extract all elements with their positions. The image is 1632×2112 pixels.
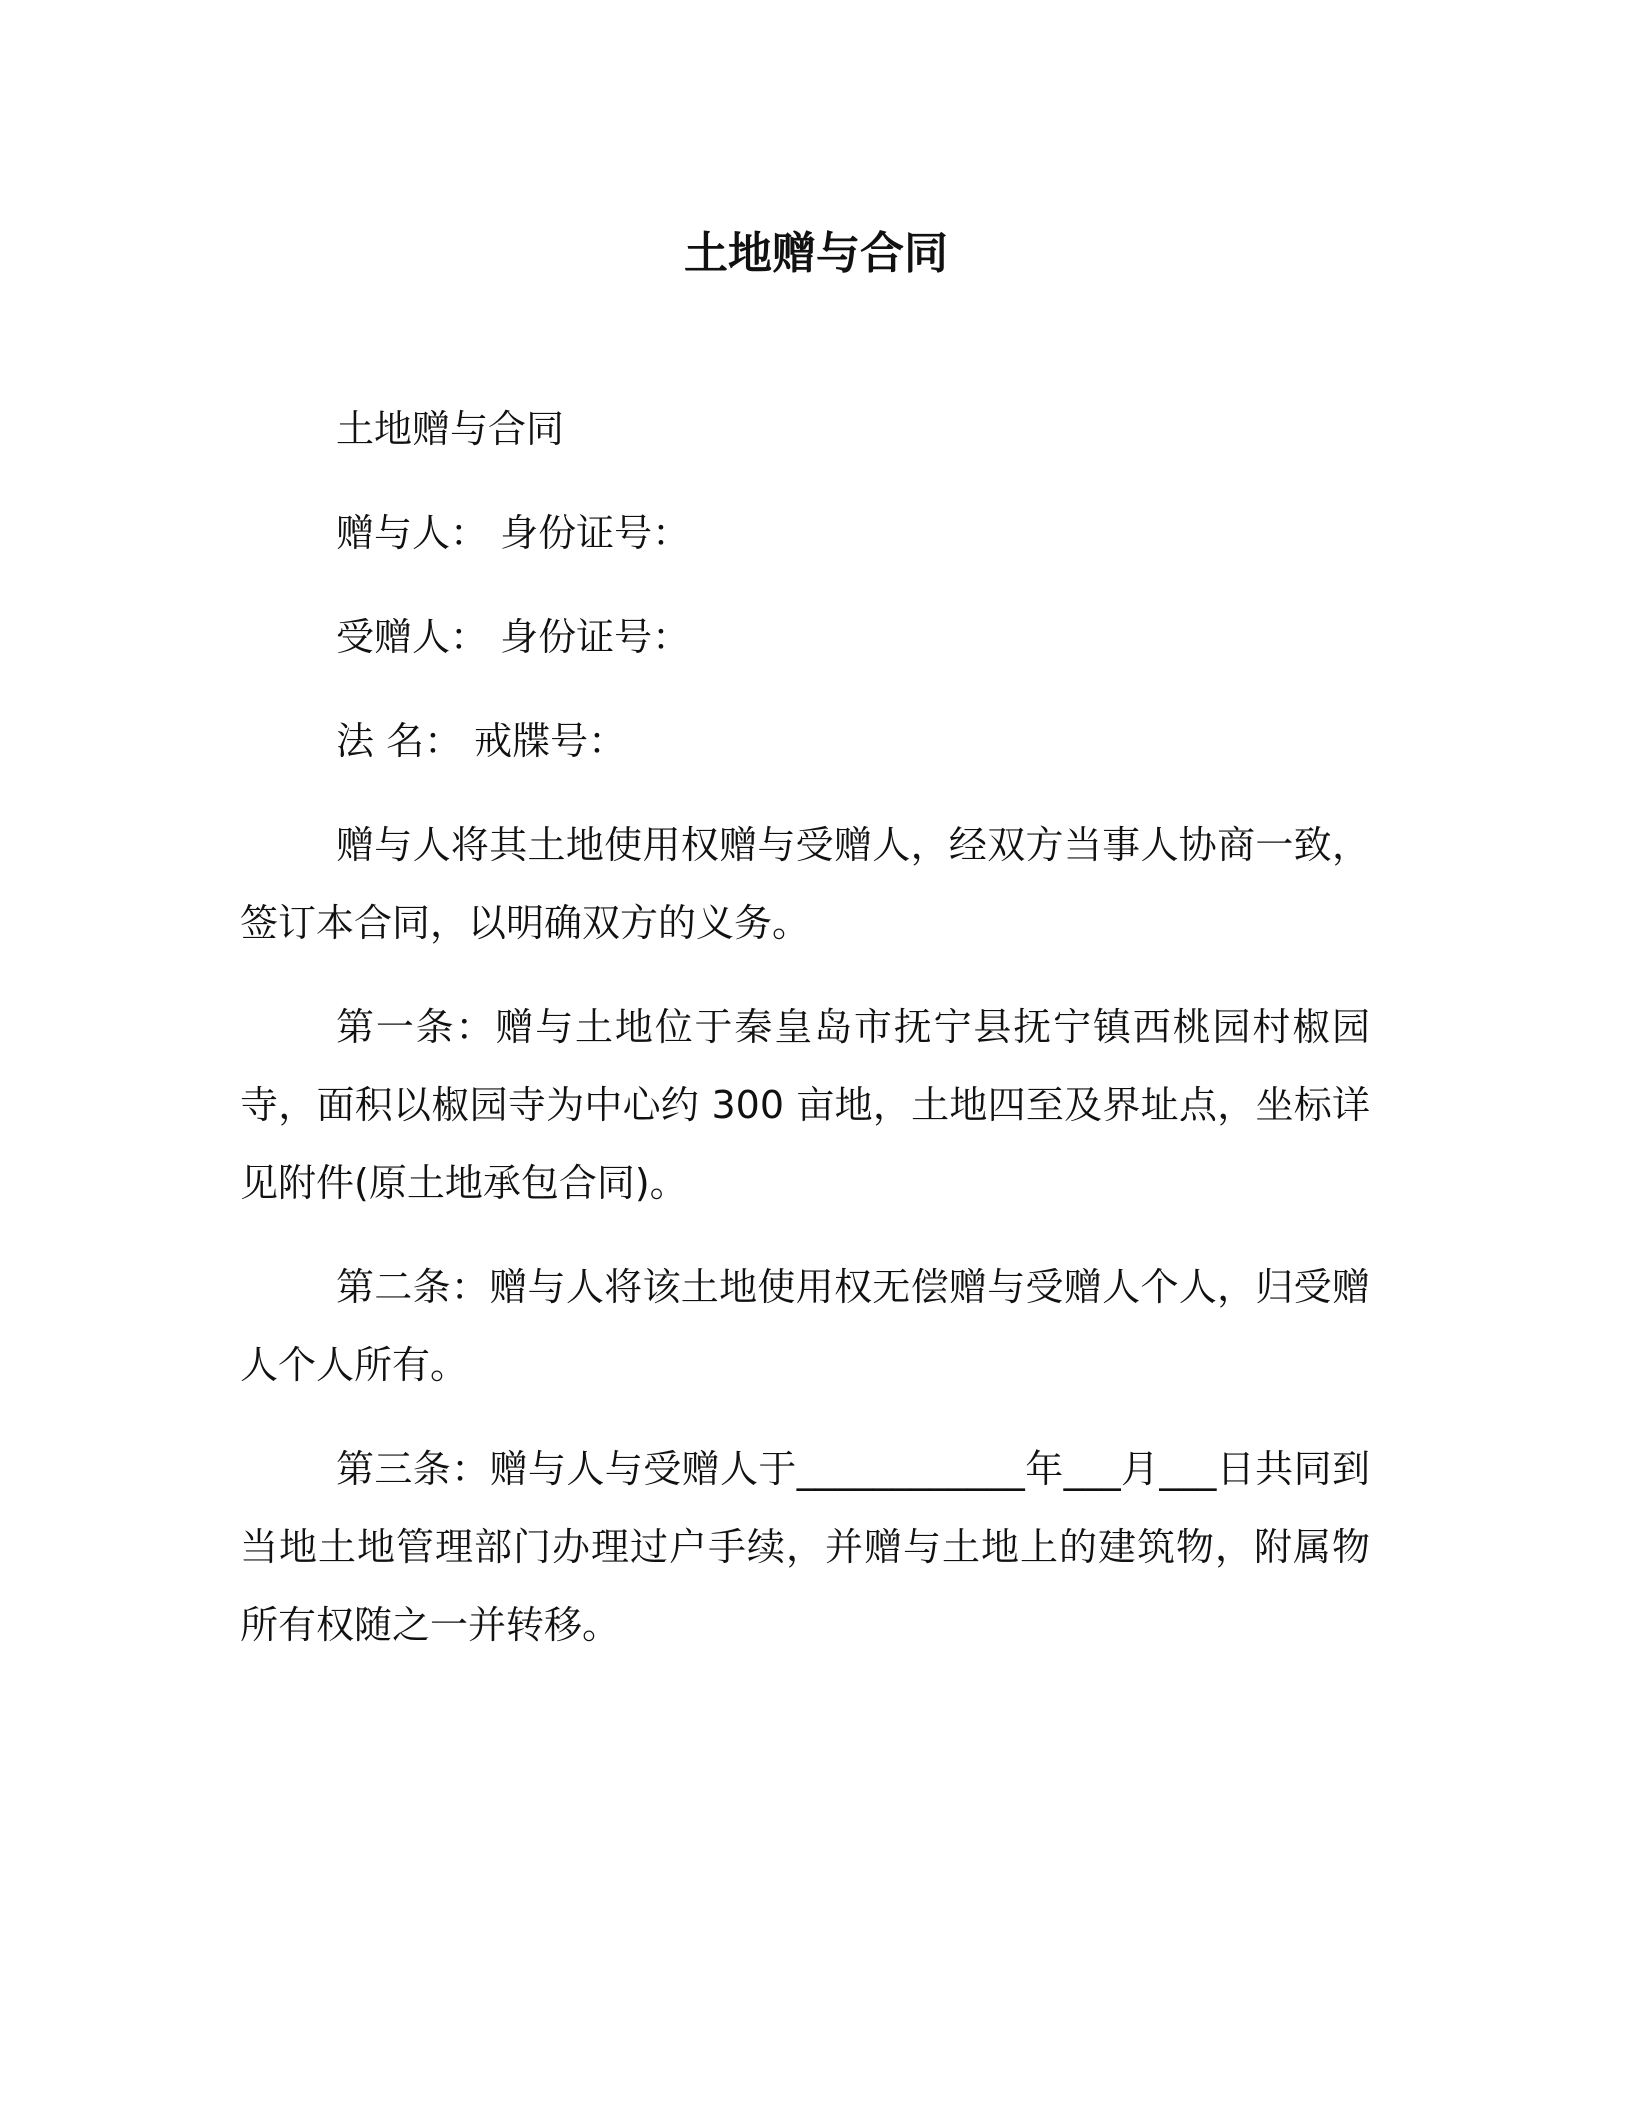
- recipient-line: 受赠人： 身份证号：: [336, 615, 691, 659]
- article-2: 第二条：赠与人将该土地使用权无偿赠与受赠人个人，归受赠人个人所有。: [240, 1265, 1370, 1387]
- donor-line: 赠与人： 身份证号：: [336, 511, 691, 555]
- dharma-line: 法 名： 戒牒号：: [336, 719, 627, 763]
- document-body: [240, 390, 1370, 1690]
- subtitle-line: 土地赠与合同: [336, 407, 565, 451]
- article-3: 第三条：赠与人与受赠人于____________年___月___日共同到当地土地管理部门办理过户手续，并赠与土地上的建筑物，附属物所有权随之一并转移。: [240, 1447, 1370, 1647]
- document-title: 土地赠与合同: [684, 228, 948, 279]
- intro-paragraph: 赠与人将其土地使用权赠与受赠人，经双方当事人协商一致，签订本合同，以明确双方的义务。: [240, 823, 1370, 945]
- article-1: 第一条：赠与土地位于秦皇岛市抚宁县抚宁镇西桃园村椒园寺，面积以椒园寺为中心约 300 亩地，土地四至及界址点，坐标详见附件(原土地承包合同)。: [240, 1005, 1370, 1205]
